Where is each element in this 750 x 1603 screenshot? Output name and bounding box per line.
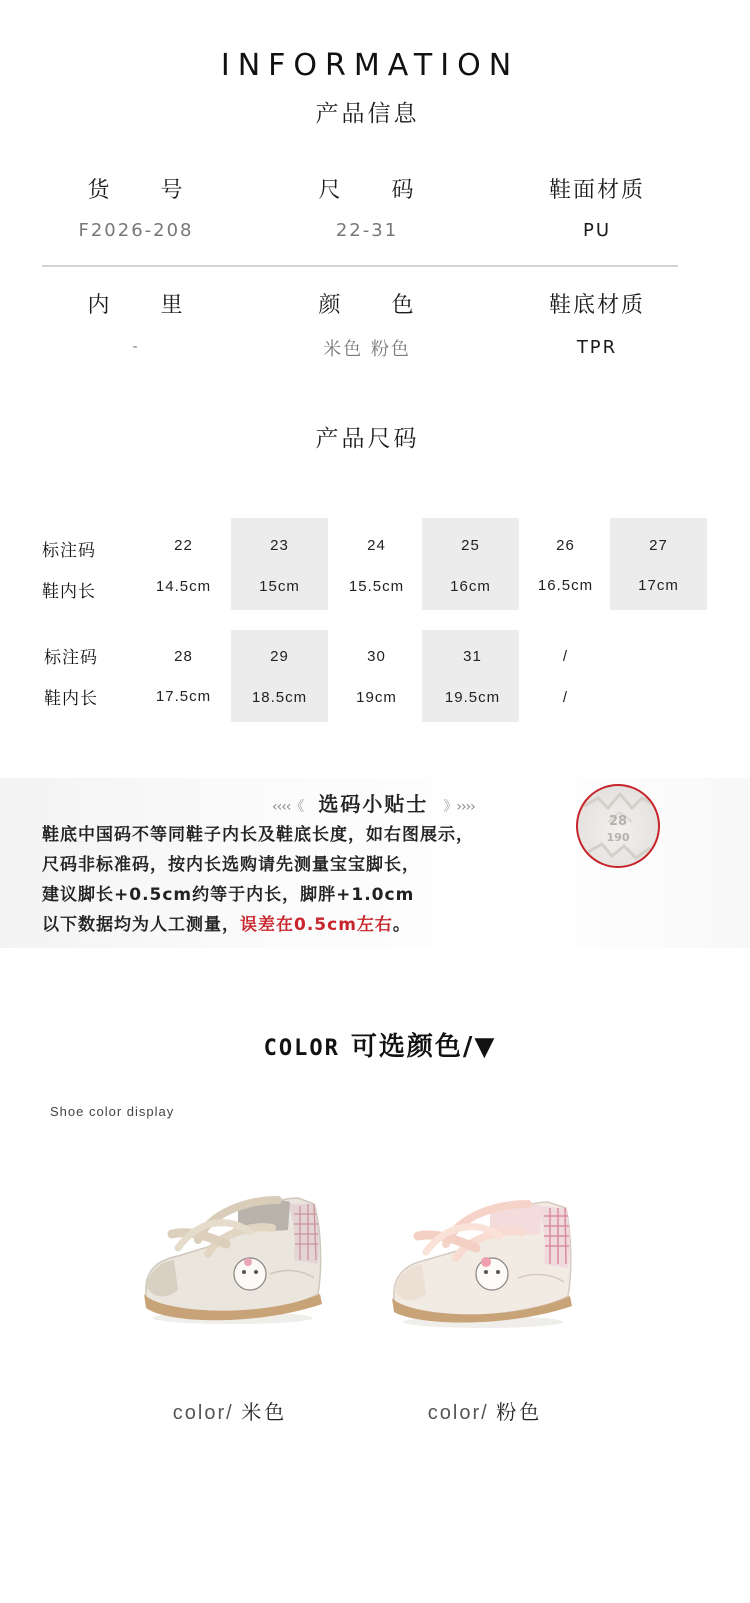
size-code: 28 xyxy=(174,648,193,665)
size-code: 30 xyxy=(367,648,386,665)
color-prefix: color/ xyxy=(427,1402,489,1424)
size-code: 25 xyxy=(461,537,480,554)
spec-sole-material xyxy=(487,288,707,358)
shoe-image-beige xyxy=(138,1190,328,1330)
inner-length: 18.5cm xyxy=(251,689,308,706)
table-shade xyxy=(422,518,519,610)
color-name: 米色 xyxy=(241,1402,288,1424)
sole-size-image xyxy=(576,784,660,868)
color-option-pink[interactable] xyxy=(385,1396,585,1425)
inner-length: 15cm xyxy=(259,578,300,595)
tips-title-text: 选码小贴士 xyxy=(318,792,429,816)
size-code: 31 xyxy=(463,648,482,665)
sneaker-pink-icon xyxy=(388,1196,578,1336)
inner-length: 16.5cm xyxy=(537,577,594,594)
table-shade xyxy=(422,630,519,722)
spec-divider xyxy=(42,265,678,267)
tips-last-suffix: 。 xyxy=(392,915,411,935)
table-shade xyxy=(231,518,328,610)
spec-item-number xyxy=(26,173,246,241)
tips-line: 尺码非标准码，按内长选购请先测量宝宝脚长， xyxy=(42,855,420,875)
color-prefix: color/ xyxy=(172,1402,234,1424)
spec-upper-material xyxy=(487,173,707,241)
inner-length: 15.5cm xyxy=(348,578,405,595)
sole-length-number: 190 xyxy=(606,831,630,844)
spec-label: 颜 色 xyxy=(318,293,416,318)
color-title-en: COLOR xyxy=(263,1036,340,1061)
color-option-beige[interactable] xyxy=(130,1396,330,1425)
spec-label: 内 里 xyxy=(87,293,185,318)
tips-deco-right: 》›››› xyxy=(443,799,475,815)
spec-value: PU xyxy=(582,220,612,241)
spec-size-range xyxy=(257,173,477,241)
size-section-title: 产品尺码 xyxy=(315,426,420,452)
tips-title xyxy=(272,788,475,817)
spec-value: - xyxy=(132,339,140,355)
row-label-length: 鞋内长 xyxy=(44,689,98,709)
spec-label: 鞋底材质 xyxy=(548,293,645,318)
color-name: 粉色 xyxy=(496,1402,543,1424)
tips-line: 建议脚长+0.5cm约等于内长，脚胖+1.0cm xyxy=(42,885,415,905)
row-label-code: 标注码 xyxy=(42,541,96,561)
size-code: 29 xyxy=(270,648,289,665)
spec-color xyxy=(257,288,477,361)
color-section-title xyxy=(0,1026,750,1063)
size-code: 26 xyxy=(556,537,575,554)
spec-value: F2026-208 xyxy=(78,220,194,241)
sole-size-number: 28 xyxy=(608,814,628,829)
sneaker-beige-icon xyxy=(138,1190,328,1330)
shoe-image-pink xyxy=(388,1196,578,1336)
inner-length: 19.5cm xyxy=(444,689,501,706)
spec-value: 22-31 xyxy=(335,220,399,241)
spec-lining xyxy=(26,288,246,355)
inner-length: 16cm xyxy=(450,578,491,595)
spec-value: 米色 粉色 xyxy=(323,339,411,360)
size-code: 23 xyxy=(270,537,289,554)
size-code: 24 xyxy=(367,537,386,554)
size-code: 27 xyxy=(649,537,668,554)
tips-last-prefix: 以下数据均为人工测量， xyxy=(42,915,240,935)
spec-label: 尺 码 xyxy=(318,178,416,203)
size-code: / xyxy=(562,648,569,665)
spec-label: 货 号 xyxy=(87,178,185,203)
table-shade xyxy=(610,518,707,610)
color-title-cn: 可选颜色/▼ xyxy=(350,1032,497,1062)
inner-length: 19cm xyxy=(356,689,397,706)
inner-length: 17cm xyxy=(638,577,679,594)
tips-error-note: 误差在0.5cm左右 xyxy=(240,915,393,935)
info-title: INFORMATION xyxy=(220,48,520,83)
inner-length: 17.5cm xyxy=(155,688,212,705)
inner-length: / xyxy=(562,689,569,706)
inner-length: 14.5cm xyxy=(155,578,212,595)
tips-deco-left: ‹‹‹‹《 xyxy=(272,799,304,815)
table-shade xyxy=(231,630,328,722)
info-subtitle: 产品信息 xyxy=(315,101,420,127)
size-code: 22 xyxy=(174,537,193,554)
tips-line: 鞋底中国码不等同鞋子内长及鞋底长度，如右图展示， xyxy=(42,825,474,845)
row-label-code: 标注码 xyxy=(44,648,98,668)
spec-label: 鞋面材质 xyxy=(548,178,645,203)
row-label-length: 鞋内长 xyxy=(42,582,96,602)
spec-value: TPR xyxy=(576,337,618,358)
shoe-display-label: Shoe color display xyxy=(50,1104,175,1119)
tips-line xyxy=(42,910,411,935)
